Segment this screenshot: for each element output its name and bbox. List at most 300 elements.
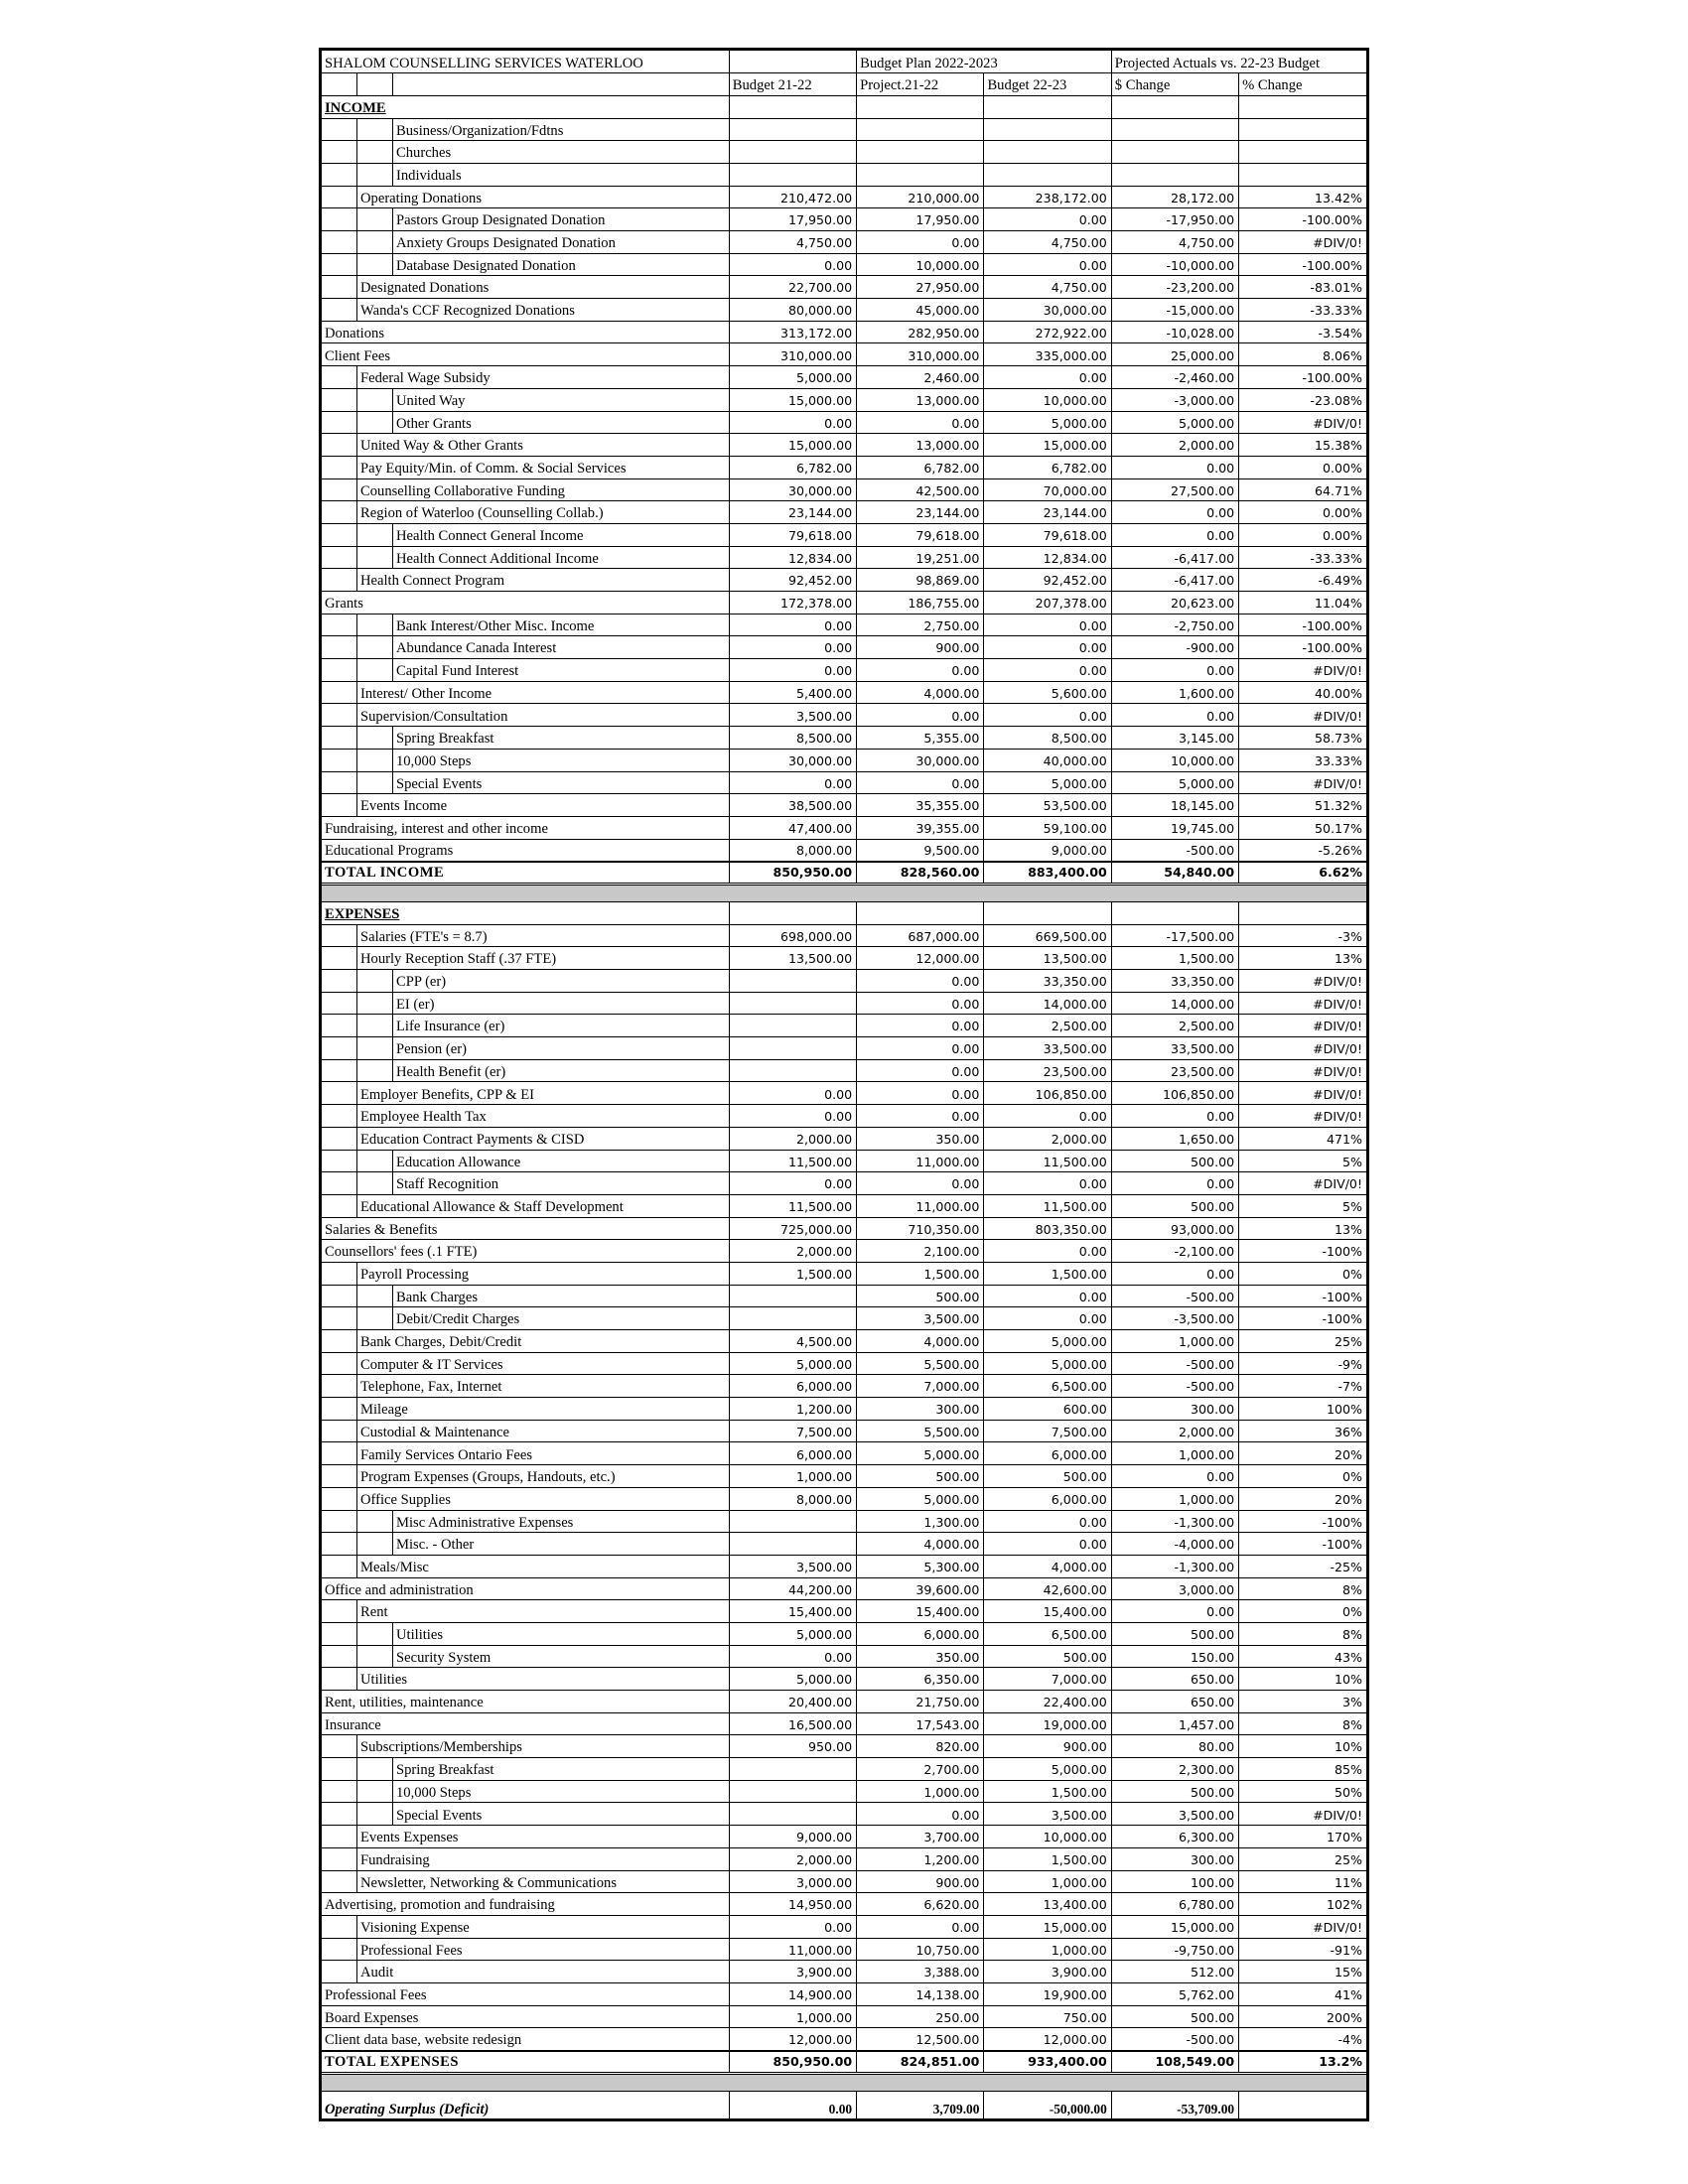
cell-budget-22-23: 0.00	[984, 1105, 1111, 1128]
row-label: Bank Charges	[396, 1289, 479, 1305]
row-label-cell	[322, 794, 729, 817]
row-label-cell	[322, 1600, 729, 1623]
income-row	[322, 771, 1366, 794]
row-label: Operating Donations	[360, 190, 482, 206]
cell-percent-change: 50.17%	[1239, 816, 1366, 839]
cell-budget-22-23: 1,500.00	[984, 1262, 1111, 1285]
cell-dollar-change: -10,028.00	[1111, 321, 1238, 343]
cell-budget-21-22: 9,000.00	[729, 1826, 856, 1848]
cell-dollar-change: 5,000.00	[1111, 771, 1238, 794]
row-label: Counselling Collaborative Funding	[360, 482, 565, 499]
row-label-cell	[322, 1712, 729, 1735]
cell-percent-change: 15.38%	[1239, 434, 1366, 457]
cell-budget-21-22: 313,172.00	[729, 321, 856, 343]
income-row	[322, 546, 1366, 569]
expense-row	[322, 1105, 1366, 1128]
cell-project-21-22: 210,000.00	[857, 186, 984, 208]
cell-dollar-change: 300.00	[1111, 1847, 1238, 1870]
expense-row	[322, 1487, 1366, 1510]
cell-budget-22-23	[984, 163, 1111, 186]
cell-project-21-22: 0.00	[857, 970, 984, 993]
col-header-project-21-22: Project.21-22	[857, 73, 984, 96]
income-row	[322, 569, 1366, 592]
cell-budget-22-23: 1,500.00	[984, 1847, 1111, 1870]
cell-budget-22-23: 803,350.00	[984, 1217, 1111, 1240]
cell-project-21-22: 350.00	[857, 1645, 984, 1668]
cell-budget-22-23: 13,400.00	[984, 1893, 1111, 1916]
cell-budget-22-23: 42,600.00	[984, 1577, 1111, 1600]
row-label: United Way	[396, 392, 466, 409]
row-label-cell	[322, 366, 729, 389]
cell-percent-change: -4%	[1239, 2028, 1366, 2051]
cell-project-21-22: 5,300.00	[857, 1555, 984, 1577]
cell-project-21-22: 500.00	[857, 1285, 984, 1307]
cell-percent-change: 50%	[1239, 1780, 1366, 1803]
cell-budget-22-23: 0.00	[984, 1510, 1111, 1533]
cell-dollar-change: 3,145.00	[1111, 727, 1238, 750]
cell-budget-22-23: 4,000.00	[984, 1555, 1111, 1577]
cell-percent-change: -33.33%	[1239, 546, 1366, 569]
cell-percent-change: 40.00%	[1239, 681, 1366, 704]
row-label: Churches	[396, 145, 452, 162]
cell-dollar-change: 2,300.00	[1111, 1758, 1238, 1781]
cell-dollar-change: -15,000.00	[1111, 299, 1238, 322]
cell-budget-22-23: 0.00	[984, 1533, 1111, 1556]
cell-project-21-22: 300.00	[857, 1398, 984, 1421]
row-label-cell	[322, 636, 729, 659]
cell-budget-22-23: 5,000.00	[984, 411, 1111, 434]
section-divider	[322, 884, 1366, 901]
row-label-cell	[322, 592, 729, 614]
cell-project-21-22	[857, 141, 984, 164]
row-label: Education Contract Payments & CISD	[360, 1131, 585, 1148]
cell-project-21-22: 900.00	[857, 1870, 984, 1893]
cell-budget-22-23: 14,000.00	[984, 992, 1111, 1015]
cell-project-21-22: 4,000.00	[857, 1330, 984, 1353]
cell-project-21-22: 5,355.00	[857, 727, 984, 750]
cell-project-21-22: 250.00	[857, 2005, 984, 2028]
cell-budget-21-22	[729, 163, 856, 186]
expense-row	[322, 1127, 1366, 1150]
row-label-cell	[322, 816, 729, 839]
cell-project-21-22: 15,400.00	[857, 1600, 984, 1623]
income-row	[322, 388, 1366, 411]
expense-row	[322, 1600, 1366, 1623]
cell-percent-change: #DIV/0!	[1239, 1059, 1366, 1082]
row-label: Misc Administrative Expenses	[396, 1514, 574, 1531]
row-label: Employee Health Tax	[360, 1109, 487, 1126]
row-label-cell	[322, 1285, 729, 1307]
row-label-cell	[322, 614, 729, 636]
row-label-cell	[322, 970, 729, 993]
row-label-cell	[322, 1330, 729, 1353]
cell-budget-22-23: 13,500.00	[984, 947, 1111, 970]
expense-row	[322, 1330, 1366, 1353]
cell-project-21-22: 710,350.00	[857, 1217, 984, 1240]
cell-budget-21-22: 16,500.00	[729, 1712, 856, 1735]
row-label-cell	[322, 1150, 729, 1172]
cell-percent-change: -3.54%	[1239, 321, 1366, 343]
cell-budget-21-22: 0.00	[729, 2091, 856, 2118]
cell-dollar-change: 100.00	[1111, 1870, 1238, 1893]
income-row	[322, 727, 1366, 750]
cell-project-21-22: 17,950.00	[857, 208, 984, 231]
cell-dollar-change: 28,172.00	[1111, 186, 1238, 208]
expense-row	[322, 1059, 1366, 1082]
cell-budget-21-22: 5,400.00	[729, 681, 856, 704]
cell-budget-21-22: 1,500.00	[729, 1262, 856, 1285]
cell-percent-change: 64.71%	[1239, 478, 1366, 501]
row-label-cell	[322, 141, 729, 164]
cell-budget-22-23: 5,000.00	[984, 1352, 1111, 1375]
total-expenses-row	[322, 2051, 1366, 2074]
cell-budget-21-22: 6,782.00	[729, 456, 856, 478]
cell-dollar-change: 1,500.00	[1111, 947, 1238, 970]
row-label: Special Events	[396, 775, 483, 792]
row-label: United Way & Other Grants	[360, 438, 523, 455]
cell-percent-change: 13.42%	[1239, 186, 1366, 208]
cell-project-21-22: 6,782.00	[857, 456, 984, 478]
cell-budget-21-22	[729, 118, 856, 141]
cell-percent-change: 6.62%	[1239, 862, 1366, 885]
cell-budget-22-23: 10,000.00	[984, 1826, 1111, 1848]
cell-budget-21-22	[729, 992, 856, 1015]
cell-budget-21-22: 17,950.00	[729, 208, 856, 231]
cell-project-21-22: 10,000.00	[857, 253, 984, 276]
row-label-cell	[322, 163, 729, 186]
cell-budget-21-22: 4,750.00	[729, 231, 856, 254]
plan-title: Budget Plan 2022-2023	[857, 51, 1112, 73]
income-row	[322, 704, 1366, 727]
row-label-cell	[322, 2091, 729, 2118]
cell-percent-change: -9%	[1239, 1352, 1366, 1375]
cell-percent-change: 5%	[1239, 1150, 1366, 1172]
cell-dollar-change: 1,600.00	[1111, 681, 1238, 704]
cell-percent-change: -100.00%	[1239, 614, 1366, 636]
cell-dollar-change: 650.00	[1111, 1668, 1238, 1691]
cell-budget-21-22: 0.00	[729, 614, 856, 636]
expense-row	[322, 1352, 1366, 1375]
cell-budget-21-22: 11,500.00	[729, 1194, 856, 1217]
cell-budget-22-23	[984, 141, 1111, 164]
income-row	[322, 614, 1366, 636]
cell-budget-21-22: 11,500.00	[729, 1150, 856, 1172]
row-label-cell	[322, 1262, 729, 1285]
cell-budget-21-22: 0.00	[729, 1105, 856, 1128]
row-label-cell	[322, 1735, 729, 1758]
cell-dollar-change: 6,780.00	[1111, 1893, 1238, 1916]
cell-dollar-change: 5,000.00	[1111, 411, 1238, 434]
income-row	[322, 163, 1366, 186]
income-row	[322, 299, 1366, 322]
cell-budget-22-23: 15,400.00	[984, 1600, 1111, 1623]
income-row	[322, 816, 1366, 839]
cell-percent-change: -100%	[1239, 1285, 1366, 1307]
cell-percent-change: 13%	[1239, 1217, 1366, 1240]
cell-budget-22-23: 59,100.00	[984, 816, 1111, 839]
cell-budget-21-22: 6,000.00	[729, 1442, 856, 1465]
cell-budget-22-23: 6,500.00	[984, 1375, 1111, 1398]
cell-percent-change: #DIV/0!	[1239, 1082, 1366, 1105]
income-row	[322, 501, 1366, 524]
budget-sheet	[319, 48, 1369, 2121]
cell-percent-change: -23.08%	[1239, 388, 1366, 411]
row-label: Visioning Expense	[360, 1919, 470, 1936]
cell-percent-change: -100%	[1239, 1307, 1366, 1330]
cell-dollar-change: 500.00	[1111, 2005, 1238, 2028]
row-label: Health Connect Additional Income	[396, 550, 599, 567]
row-label: CPP (er)	[396, 974, 447, 991]
row-label-cell	[322, 569, 729, 592]
row-label: Client data base, website redesign	[325, 2031, 522, 2048]
row-label: Operating Surplus (Deficit)	[325, 2101, 490, 2117]
row-label: Bank Charges, Debit/Credit	[360, 1334, 522, 1351]
cell-budget-22-23: 0.00	[984, 636, 1111, 659]
cell-project-21-22: 0.00	[857, 231, 984, 254]
cell-dollar-change: -2,460.00	[1111, 366, 1238, 389]
cell-budget-22-23: 15,000.00	[984, 1915, 1111, 1938]
cell-project-21-22: 30,000.00	[857, 749, 984, 771]
row-label: Newsletter, Networking & Communications	[360, 1874, 618, 1891]
cell-dollar-change: 1,000.00	[1111, 1442, 1238, 1465]
row-label: Security System	[396, 1649, 492, 1666]
cell-project-21-22	[857, 163, 984, 186]
cell-budget-22-23: 238,172.00	[984, 186, 1111, 208]
cell-project-21-22: 310,000.00	[857, 343, 984, 366]
cell-budget-21-22: 15,000.00	[729, 388, 856, 411]
row-label: Professional Fees	[360, 1942, 463, 1959]
cell-percent-change	[1239, 163, 1366, 186]
row-label: Board Expenses	[325, 2009, 419, 2026]
row-label: Professional Fees	[325, 1987, 427, 2004]
cell-project-21-22: 39,355.00	[857, 816, 984, 839]
cell-budget-22-23: 23,500.00	[984, 1059, 1111, 1082]
row-label: Salaries (FTE's = 8.7)	[360, 928, 488, 945]
cell-budget-22-23: 9,000.00	[984, 839, 1111, 862]
cell-project-21-22: 828,560.00	[857, 862, 984, 885]
expenses-section-heading-label-cell	[322, 901, 729, 924]
expense-row	[322, 1645, 1366, 1668]
income-row	[322, 794, 1366, 817]
row-label: Capital Fund Interest	[396, 663, 519, 680]
expense-row	[322, 1691, 1366, 1713]
cell-budget-21-22: 22,700.00	[729, 276, 856, 299]
cell-budget-21-22: 0.00	[729, 253, 856, 276]
cell-percent-change: -3%	[1239, 924, 1366, 947]
cell-budget-22-23: 6,500.00	[984, 1622, 1111, 1645]
cell-dollar-change	[1111, 141, 1238, 164]
cell-budget-21-22: 1,000.00	[729, 1465, 856, 1488]
cell-budget-21-22	[729, 1803, 856, 1826]
cell-dollar-change: -2,100.00	[1111, 1240, 1238, 1263]
expense-row	[322, 1398, 1366, 1421]
row-label-cell	[322, 681, 729, 704]
income-section-heading-label: INCOME	[325, 99, 386, 116]
expense-row	[322, 970, 1366, 993]
cell-project-21-22: 1,000.00	[857, 1780, 984, 1803]
row-label-cell	[322, 1668, 729, 1691]
expense-row	[322, 1915, 1366, 1938]
cell-dollar-change: 150.00	[1111, 1645, 1238, 1668]
cell-dollar-change: -1,300.00	[1111, 1555, 1238, 1577]
cell-budget-22-23: 900.00	[984, 1735, 1111, 1758]
cell-budget-21-22	[729, 1533, 856, 1556]
cell-percent-change: 200%	[1239, 2005, 1366, 2028]
cell-percent-change: 8%	[1239, 1622, 1366, 1645]
row-label-cell	[322, 1059, 729, 1082]
col-header-budget-22-23: Budget 22-23	[984, 73, 1111, 96]
cell-dollar-change: 1,000.00	[1111, 1487, 1238, 1510]
cell-percent-change	[1239, 118, 1366, 141]
row-label: Office and administration	[325, 1581, 474, 1598]
cell-budget-21-22: 44,200.00	[729, 1577, 856, 1600]
row-label: Employer Benefits, CPP & EI	[360, 1086, 534, 1103]
cell-percent-change: 13.2%	[1239, 2051, 1366, 2074]
row-label-cell	[322, 1645, 729, 1668]
cell-dollar-change: 33,350.00	[1111, 970, 1238, 993]
cell-project-21-22: 7,000.00	[857, 1375, 984, 1398]
income-section-heading-label-cell	[322, 95, 729, 118]
cell-budget-22-23: 0.00	[984, 704, 1111, 727]
cell-project-21-22: 820.00	[857, 1735, 984, 1758]
cell-percent-change: 13%	[1239, 947, 1366, 970]
cell-percent-change	[1239, 2091, 1366, 2118]
cell-budget-21-22: 15,000.00	[729, 434, 856, 457]
row-label-cell	[322, 1847, 729, 1870]
cell-project-21-22: 11,000.00	[857, 1194, 984, 1217]
cell-budget-22-23: 30,000.00	[984, 299, 1111, 322]
cell-project-21-22: 282,950.00	[857, 321, 984, 343]
income-section-heading	[322, 95, 1366, 118]
cell-budget-22-23: 7,500.00	[984, 1420, 1111, 1442]
row-label: Spring Breakfast	[396, 731, 494, 748]
row-label: Region of Waterloo (Counselling Collab.)	[360, 505, 604, 522]
cell-dollar-change: 2,000.00	[1111, 434, 1238, 457]
income-row	[322, 839, 1366, 862]
header-blank	[729, 51, 856, 73]
cell-percent-change: 3%	[1239, 1691, 1366, 1713]
cell-project-21-22: 79,618.00	[857, 523, 984, 546]
cell-percent-change: 8%	[1239, 1712, 1366, 1735]
cell-budget-21-22	[729, 1758, 856, 1781]
cell-project-21-22: 3,709.00	[857, 2091, 984, 2118]
row-label-cell	[322, 1758, 729, 1781]
cell-budget-22-23: 5,000.00	[984, 771, 1111, 794]
cell-dollar-change: -6,417.00	[1111, 546, 1238, 569]
cell-budget-21-22: 1,200.00	[729, 1398, 856, 1421]
cell-percent-change: -100%	[1239, 1240, 1366, 1263]
cell-dollar-change: 300.00	[1111, 1398, 1238, 1421]
cell-budget-21-22	[729, 141, 856, 164]
expenses-section-heading	[322, 901, 1366, 924]
cell-project-21-22: 9,500.00	[857, 839, 984, 862]
cell-budget-21-22: 850,950.00	[729, 2051, 856, 2074]
cell-budget-22-23: 669,500.00	[984, 924, 1111, 947]
cell-budget-22-23: 33,350.00	[984, 970, 1111, 993]
cell-budget-22-23: 0.00	[984, 208, 1111, 231]
cell-budget-21-22: 12,000.00	[729, 2028, 856, 2051]
cell-percent-change: 0.00%	[1239, 456, 1366, 478]
cell-budget-21-22: 3,500.00	[729, 704, 856, 727]
cell-percent-change: -25%	[1239, 1555, 1366, 1577]
cell-budget-22-23: 12,000.00	[984, 2028, 1111, 2051]
empty-cell	[1239, 901, 1366, 924]
row-label-cell	[322, 1352, 729, 1375]
cell-dollar-change: 0.00	[1111, 501, 1238, 524]
cell-budget-22-23: 53,500.00	[984, 794, 1111, 817]
cell-budget-22-23: 19,000.00	[984, 1712, 1111, 1735]
row-label-cell	[322, 1240, 729, 1263]
row-label: EI (er)	[396, 996, 435, 1013]
row-label-cell	[322, 388, 729, 411]
cell-project-21-22: 687,000.00	[857, 924, 984, 947]
row-label-cell	[322, 343, 729, 366]
cell-percent-change: #DIV/0!	[1239, 1037, 1366, 1060]
cell-budget-22-23: 92,452.00	[984, 569, 1111, 592]
row-label: Business/Organization/Fdtns	[396, 122, 564, 139]
cell-budget-21-22: 20,400.00	[729, 1691, 856, 1713]
cell-percent-change: -100.00%	[1239, 253, 1366, 276]
expense-row	[322, 947, 1366, 970]
income-row	[322, 231, 1366, 254]
cell-budget-21-22: 3,900.00	[729, 1961, 856, 1983]
cell-budget-21-22: 725,000.00	[729, 1217, 856, 1240]
cell-budget-22-23: 5,000.00	[984, 1330, 1111, 1353]
org-name: SHALOM COUNSELLING SERVICES WATERLOO	[322, 51, 729, 73]
row-label-cell	[322, 1082, 729, 1105]
cell-budget-22-23: 933,400.00	[984, 2051, 1111, 2074]
cell-dollar-change: -53,709.00	[1111, 2091, 1238, 2118]
cell-budget-21-22: 8,000.00	[729, 1487, 856, 1510]
expense-row	[322, 1533, 1366, 1556]
cell-budget-22-23: 40,000.00	[984, 749, 1111, 771]
cell-dollar-change: 500.00	[1111, 1150, 1238, 1172]
cell-dollar-change: 18,145.00	[1111, 794, 1238, 817]
cell-project-21-22: 4,000.00	[857, 681, 984, 704]
cell-budget-22-23: 33,500.00	[984, 1037, 1111, 1060]
cell-budget-21-22: 80,000.00	[729, 299, 856, 322]
cell-project-21-22: 824,851.00	[857, 2051, 984, 2074]
cell-budget-21-22	[729, 1037, 856, 1060]
row-label: Salaries & Benefits	[325, 1221, 438, 1238]
row-label: Computer & IT Services	[360, 1356, 503, 1373]
income-row	[322, 276, 1366, 299]
cell-budget-21-22	[729, 970, 856, 993]
cell-budget-21-22: 14,950.00	[729, 1893, 856, 1916]
cell-dollar-change: -10,000.00	[1111, 253, 1238, 276]
cell-percent-change: -7%	[1239, 1375, 1366, 1398]
row-label-cell	[322, 1127, 729, 1150]
row-label: Supervision/Consultation	[360, 708, 508, 725]
income-row	[322, 659, 1366, 682]
cell-budget-21-22: 6,000.00	[729, 1375, 856, 1398]
cell-percent-change: #DIV/0!	[1239, 1105, 1366, 1128]
cell-dollar-change: -1,300.00	[1111, 1510, 1238, 1533]
row-label-cell	[322, 1577, 729, 1600]
income-row	[322, 343, 1366, 366]
row-label-cell	[322, 2028, 729, 2051]
cell-budget-22-23: 4,750.00	[984, 276, 1111, 299]
row-label-cell	[322, 839, 729, 862]
row-label: Utilities	[396, 1627, 444, 1644]
row-label-cell	[322, 1172, 729, 1195]
cell-project-21-22: 1,200.00	[857, 1847, 984, 1870]
row-label-cell	[322, 1442, 729, 1465]
cell-percent-change: 41%	[1239, 1982, 1366, 2005]
cell-percent-change: 25%	[1239, 1847, 1366, 1870]
cell-dollar-change: -9,750.00	[1111, 1938, 1238, 1961]
cell-dollar-change: -4,000.00	[1111, 1533, 1238, 1556]
